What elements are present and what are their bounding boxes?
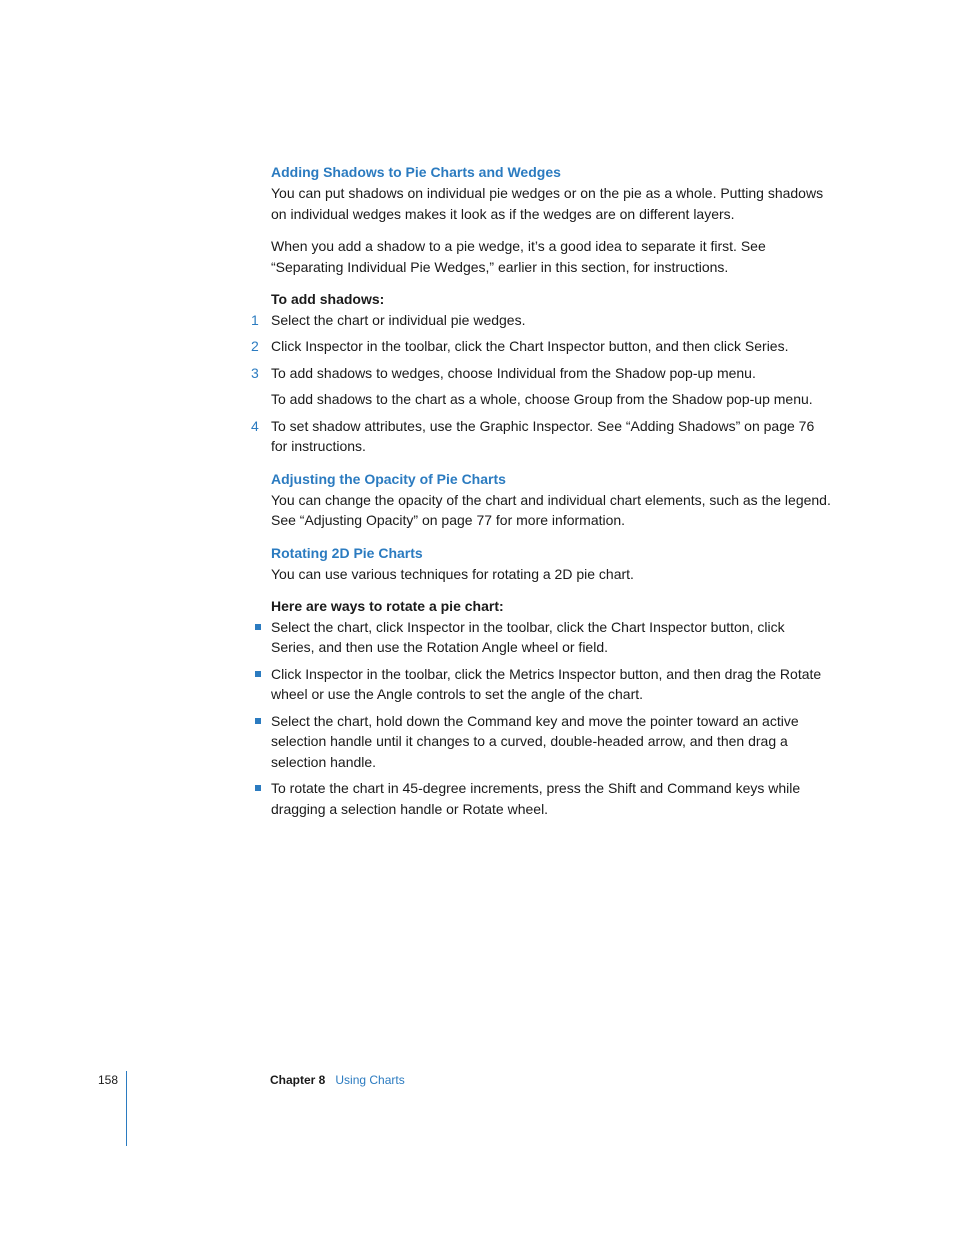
procedure-intro: To add shadows: xyxy=(271,291,385,307)
footer-chapter xyxy=(270,1071,405,1089)
step-text: Select the chart or individual pie wedges. xyxy=(271,311,526,328)
list-item xyxy=(271,664,831,705)
footer-divider xyxy=(126,1071,127,1146)
bullet-text: Select the chart, click Inspector in the toolbar, click the Chart Inspector button, click Series, and then use the Rotation Angle wheel or field. xyxy=(271,618,785,655)
square-bullet-icon xyxy=(255,785,261,791)
square-bullet-icon xyxy=(255,624,261,630)
step-text: To add shadows to wedges, choose Individual from the Shadow pop-up menu. xyxy=(271,364,756,381)
square-bullet-icon xyxy=(255,671,261,677)
step-number: 3 xyxy=(251,364,259,381)
procedure-intro: Here are ways to rotate a pie chart: xyxy=(271,598,504,614)
square-bullet-icon xyxy=(255,718,261,724)
list-item xyxy=(251,310,831,331)
page-number: 158 xyxy=(98,1073,119,1087)
body-paragraph: You can put shadows on individual pie wedges or on the pie as a whole. Putting shadows on individual wedges makes it look as if the wedges are on different layers. xyxy=(271,185,824,222)
body-paragraph: You can use various techniques for rotating a 2D pie chart. xyxy=(271,565,634,582)
bullet-text: Click Inspector in the toolbar, click the Metrics Inspector button, and then drag the Rotate wheel or use the Angle controls to set the angle of the chart. xyxy=(271,665,822,702)
section-heading-rotating-2d: Rotating 2D Pie Charts xyxy=(271,544,423,561)
chapter-label: Chapter 8 xyxy=(270,1073,326,1087)
bullet-list xyxy=(271,617,831,820)
chapter-title: Using Charts xyxy=(335,1073,405,1087)
section-heading-adding-shadows: Adding Shadows to Pie Charts and Wedges xyxy=(271,164,561,180)
list-item xyxy=(251,363,831,410)
step-text: Click Inspector in the toolbar, click the Chart Inspector button, and then click Series. xyxy=(271,338,789,354)
step-extra-text: To add shadows to the chart as a whole, choose Group from the Shadow pop-up menu. xyxy=(271,391,813,407)
list-item xyxy=(271,711,831,773)
bullet-text: Select the chart, hold down the Command key and move the pointer toward an active selection handle until it changes to a curved, double-headed arrow, and then drag a selection handle. xyxy=(271,712,799,770)
list-item xyxy=(271,778,831,819)
step-text: To set shadow attributes, use the Graphic Inspector. See “Adding Shadows” on page 76 for instructions. xyxy=(271,417,815,454)
steps-list xyxy=(251,310,831,457)
list-item xyxy=(271,617,831,658)
list-item xyxy=(251,336,831,357)
list-item xyxy=(251,416,831,457)
body-paragraph: You can change the opacity of the chart and individual chart elements, such as the legend. See “Adjusting Opacity” on page 77 for more information. xyxy=(271,491,831,528)
step-number: 2 xyxy=(251,338,259,354)
page-content xyxy=(251,162,831,819)
section-heading-adjusting-opacity: Adjusting the Opacity of Pie Charts xyxy=(271,470,506,487)
step-number: 1 xyxy=(251,311,259,328)
body-paragraph: When you add a shadow to a pie wedge, it’s a good idea to separate it first. See “Separating Individual Pie Wedges,” earlier in this section, for instructions. xyxy=(271,238,766,275)
step-number: 4 xyxy=(251,417,259,434)
bullet-text: To rotate the chart in 45-degree increments, press the Shift and Command keys while dragging a selection handle or Rotate wheel. xyxy=(271,780,801,817)
